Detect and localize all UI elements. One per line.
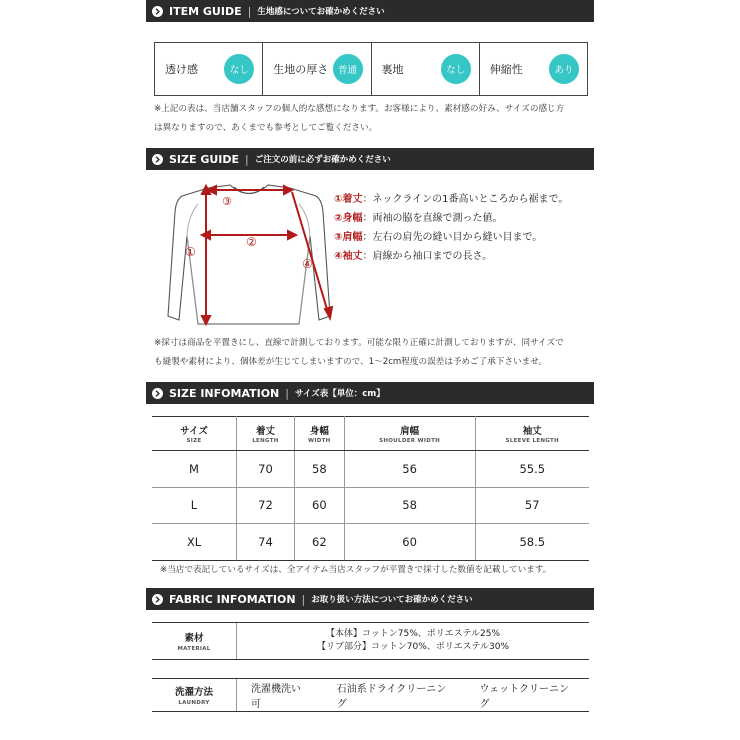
col-header: 肩幅 SHOULDER WIDTH xyxy=(344,417,475,451)
table-cell: 55.5 xyxy=(475,451,589,488)
size-guide-note xyxy=(154,334,594,372)
guide-cell-thickness xyxy=(263,43,371,95)
laundry-body xyxy=(237,679,589,711)
table-cell: 58.5 xyxy=(475,524,589,561)
table-cell: 60 xyxy=(344,524,475,561)
table-cell: 62 xyxy=(294,524,344,561)
laundry-label-en: LAUNDRY xyxy=(178,700,210,706)
marker-4: ④ xyxy=(302,257,313,271)
guide-label: 伸縮性 xyxy=(489,63,523,76)
table-cell: 60 xyxy=(294,487,344,524)
note-line: は異なりますので、あくまでも参考としてご覧ください。 xyxy=(154,123,378,133)
sleeve-line xyxy=(292,192,329,316)
material-line: 【本体】コットン75%、ポリエステル25% xyxy=(325,629,501,639)
material-body xyxy=(237,623,589,659)
size-guide-subtitle: ご注文の前に必ずお確かめください xyxy=(254,155,391,165)
marker-3: ③ xyxy=(222,195,232,208)
laundry-item: 洗濯機洗い可 xyxy=(251,684,301,710)
table-cell: 72 xyxy=(237,487,295,524)
guide-badge: あり xyxy=(549,54,579,84)
guide-badge: なし xyxy=(441,54,471,84)
laundry-label: 洗濯方法 xyxy=(174,687,213,698)
table-cell: 58 xyxy=(344,487,475,524)
col-header: 袖丈 SLEEVE LENGTH xyxy=(475,417,589,451)
size-guide-title: SIZE GUIDE xyxy=(169,152,240,166)
size-info-note: ※当店で表記しているサイズは、全アイテム当店スタッフが平置きで採寸した数値を記載しています。 xyxy=(160,565,552,575)
item-guide-header xyxy=(146,0,594,22)
arrow-head xyxy=(202,316,210,324)
legend-item: ④袖丈：肩線から袖口までの長さ。 xyxy=(334,251,493,262)
col-header: サイズ SIZE xyxy=(152,417,237,451)
material-line: 【リブ部分】コットン70%、ポリエステル30% xyxy=(316,642,510,652)
arrow-head xyxy=(288,231,296,239)
table-row xyxy=(152,524,589,561)
table-header-row xyxy=(152,417,589,451)
legend-item: ③肩幅：左右の肩先の縫い目から縫い目まで。 xyxy=(334,232,543,243)
size-table xyxy=(152,416,589,561)
fabric-header xyxy=(146,588,594,610)
table-cell: 70 xyxy=(237,451,295,488)
size-info-subtitle: サイズ表【単位：cm】 xyxy=(294,389,385,399)
size-info-header xyxy=(146,382,594,404)
divider: | xyxy=(301,592,306,606)
divider: | xyxy=(245,152,249,166)
fabric-subtitle: お取り扱い方法についてお確かめください xyxy=(311,595,473,605)
table-row xyxy=(152,487,589,524)
note-line: ※上記の表は、当店舗スタッフの個人的な感想になります。お客様により、素材感の好み、サイズの感じ方 xyxy=(154,104,565,114)
col-header: 着丈 LENGTH xyxy=(237,417,295,451)
note-line: も縫製や素材により、個体差が生じてしまいますので、1〜2cm程度の誤差は予めご了承下さいませ。 xyxy=(154,357,548,367)
material-label-en: MATERIAL xyxy=(177,646,211,652)
legend-item: ①着丈：ネックラインの1番高いところから裾まで。 xyxy=(334,194,569,205)
divider: | xyxy=(285,386,289,400)
material-row xyxy=(152,622,589,660)
laundry-item: ウェットクリーニング xyxy=(479,684,569,710)
table-cell: M xyxy=(152,451,237,488)
size-guide-header xyxy=(146,148,594,170)
arrow-head xyxy=(284,186,292,194)
laundry-item: 石油系ドライクリーニング xyxy=(336,684,447,710)
table-cell: 58 xyxy=(294,451,344,488)
col-header: 身幅 WIDTH xyxy=(294,417,344,451)
size-info-title: SIZE INFOMATION xyxy=(169,386,280,400)
item-guide-note xyxy=(154,100,594,138)
chevron-right-icon xyxy=(152,388,163,399)
guide-cell-stretch xyxy=(480,43,587,95)
material-label: 素材 xyxy=(184,633,204,644)
marker-2: ② xyxy=(246,235,257,249)
table-cell: 74 xyxy=(237,524,295,561)
guide-cell-sheer xyxy=(155,43,263,95)
guide-label: 生地の厚さ xyxy=(273,63,329,76)
item-guide-table xyxy=(154,42,588,96)
divider: | xyxy=(247,4,252,18)
arrow-head xyxy=(202,231,210,239)
shirt-diagram xyxy=(162,176,352,328)
table-cell: XL xyxy=(152,524,237,561)
chevron-right-icon xyxy=(152,6,163,17)
table-cell: L xyxy=(152,487,237,524)
laundry-header xyxy=(152,679,237,711)
marker-1: ① xyxy=(185,245,196,259)
guide-badge: 普通 xyxy=(333,54,363,84)
chevron-right-icon xyxy=(152,594,163,605)
guide-label: 裏地 xyxy=(381,63,404,76)
item-guide-subtitle: 生地感についてお確かめください xyxy=(257,7,385,17)
material-header xyxy=(152,623,237,659)
table-cell: 56 xyxy=(344,451,475,488)
chevron-right-icon xyxy=(152,154,163,165)
item-guide-title: ITEM GUIDE xyxy=(169,4,242,18)
legend-item: ②身幅：両袖の脇を直線で測った値。 xyxy=(334,213,503,224)
arrow-head xyxy=(325,307,332,318)
measure-legend xyxy=(334,190,568,266)
table-cell: 57 xyxy=(475,487,589,524)
guide-cell-lining xyxy=(372,43,480,95)
laundry-row xyxy=(152,678,589,712)
fabric-title: FABRIC INFOMATION xyxy=(169,592,296,606)
note-line: ※採寸は商品を平置きにし、直線で計測しております。可能な限り正確に計測しておりますが、同サイズで xyxy=(154,338,564,348)
guide-label: 透け感 xyxy=(165,63,198,76)
guide-badge: なし xyxy=(224,54,254,84)
seam-left xyxy=(187,204,198,324)
table-row xyxy=(152,451,589,488)
